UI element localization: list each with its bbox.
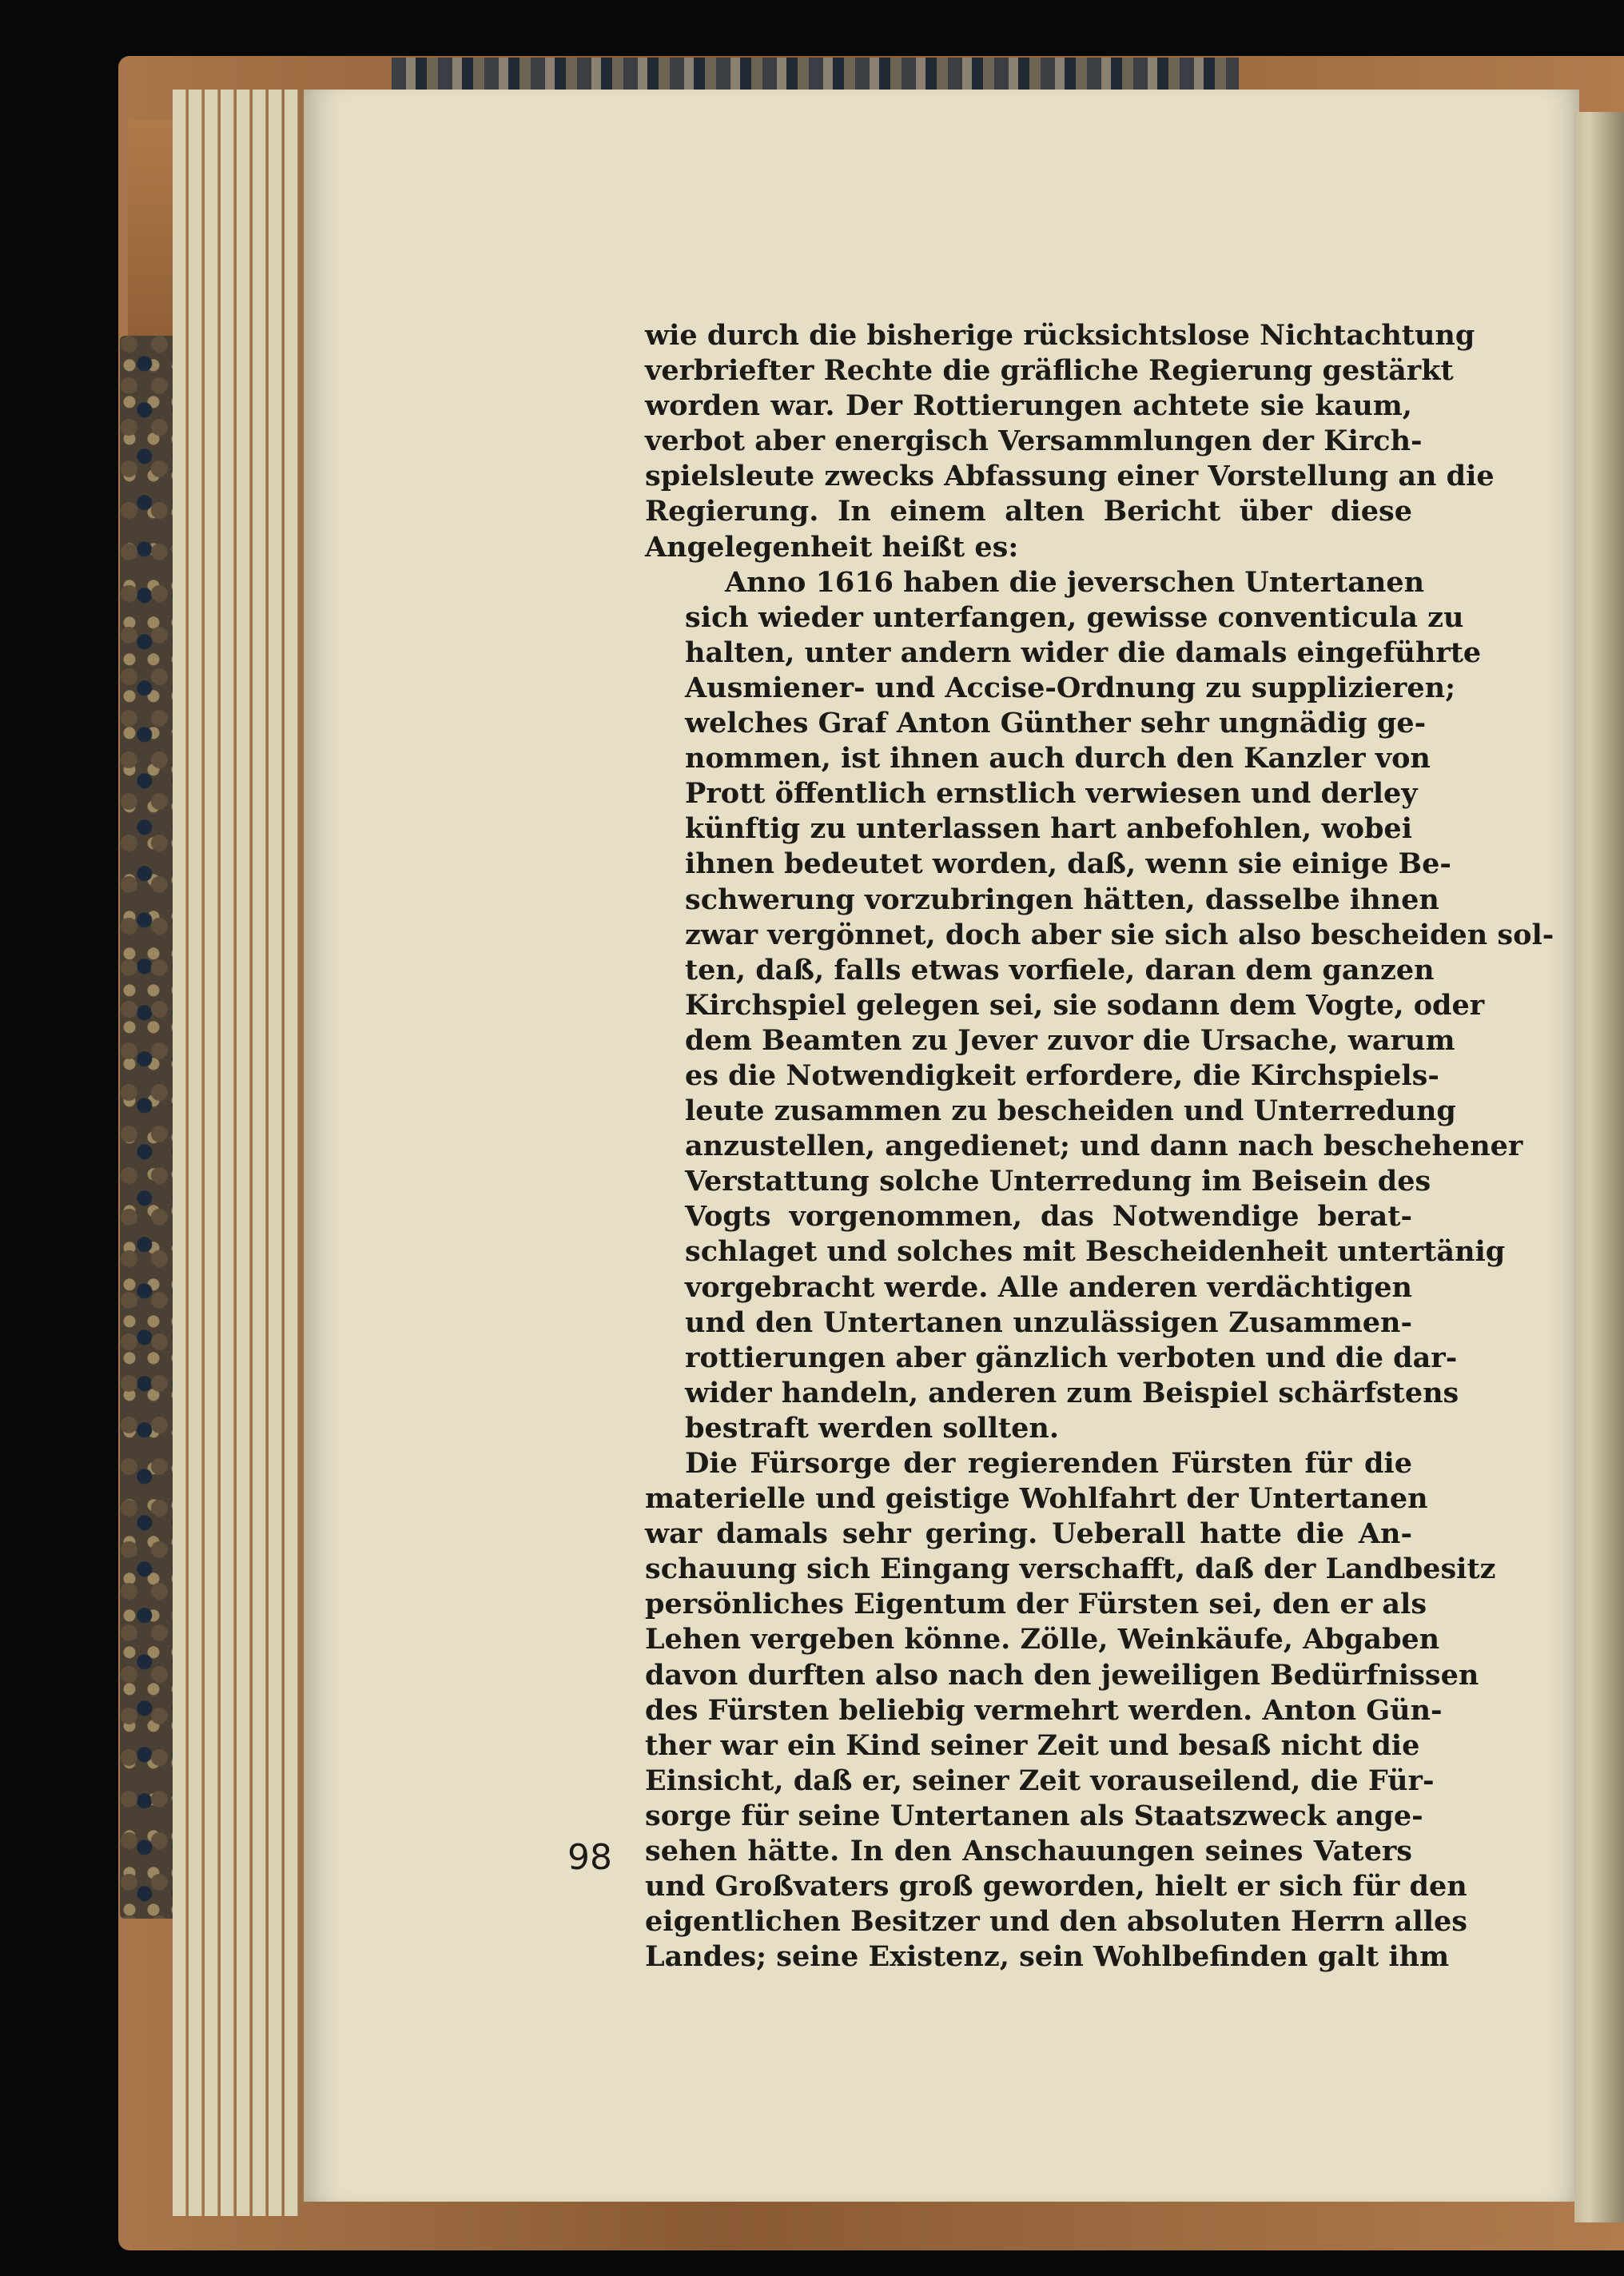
- page-edge: [173, 90, 186, 2216]
- text-line: ihnen bedeutet worden, daß, wenn sie einige Be-: [685, 847, 1451, 881]
- text-line: wie durch die bisherige rücksichtslose Nichtachtung: [645, 319, 1475, 352]
- text-line: vorgebracht werde. Alle anderen verdächtigen: [685, 1270, 1412, 1304]
- text-line: dem Beamten zu Jever zuvor die Ursache, warum: [685, 1023, 1455, 1057]
- text-line: anzustellen, angedienet; und dann nach beschehener: [685, 1130, 1523, 1163]
- cover-marbled-paper: [120, 336, 176, 1919]
- text-line: eigentlichen Besitzer und den absoluten Herrn alles: [645, 1905, 1467, 1939]
- text-line: Anno 1616 haben die jeverschen Untertanen: [725, 565, 1425, 599]
- text-line: es die Notwendigkeit erfordere, die Kirchspiels-: [685, 1058, 1439, 1092]
- cover-marbled-edge: [392, 58, 1239, 90]
- text-line: war damals sehr gering. Ueberall hatte die An-: [645, 1517, 1412, 1551]
- cover-leather-corner: [128, 120, 176, 352]
- page-edge: [189, 90, 202, 2216]
- text-line: Verstattung solche Unterredung im Beisein des: [685, 1165, 1431, 1198]
- text-line: nommen, ist ihnen auch durch den Kanzler von: [685, 742, 1431, 775]
- page-body-text: [645, 318, 1554, 1975]
- text-line: Regierung. In einem alten Bericht über diese: [645, 495, 1412, 528]
- text-line: Die Fürsorge der regierenden Fürsten für die: [685, 1447, 1412, 1480]
- text-line: sehen hätte. In den Anschauungen seines Vaters: [645, 1835, 1412, 1868]
- text-line: und Großvaters groß geworden, hielt er sich für den: [645, 1870, 1467, 1903]
- text-line: rottierungen aber gänzlich verboten und die dar-: [685, 1341, 1458, 1374]
- text-line: sorge für seine Untertanen als Staatszweck ange-: [645, 1799, 1423, 1832]
- text-line: Ausmiener- und Accise-Ordnung zu supplizieren;: [685, 671, 1456, 704]
- page-edge: [221, 90, 234, 2216]
- text-line: Kirchspiel gelegen sei, sie sodann dem Vogte, oder: [685, 988, 1485, 1022]
- text-line: worden war. Der Rottierungen achtete sie kaum,: [645, 389, 1412, 423]
- text-line: schwerung vorzubringen hätten, dasselbe ihnen: [685, 883, 1439, 916]
- text-line: des Fürsten beliebig vermehrt werden. Anton Gün-: [645, 1693, 1443, 1727]
- text-line: schauung sich Eingang verschafft, daß der Landbesitz: [645, 1553, 1496, 1586]
- page-edge: [285, 90, 298, 2216]
- text-line: sich wieder unterfangen, gewisse conventicula zu: [685, 600, 1464, 634]
- text-line: schlaget und solches mit Bescheidenheit untertänig: [685, 1235, 1506, 1269]
- text-line: ten, daß, falls etwas vorfiele, daran dem ganzen: [685, 953, 1435, 987]
- text-line: Lehen vergeben könne. Zölle, Weinkäufe, Abgaben: [645, 1623, 1440, 1656]
- text-line: davon durften also nach den jeweiligen Bedürfnissen: [645, 1658, 1479, 1692]
- text-line: persönliches Eigentum der Fürsten sei, den er als: [645, 1588, 1427, 1621]
- text-line: Prott öffentlich ernstlich verwiesen und derley: [685, 777, 1418, 811]
- text-line: und den Untertanen unzulässigen Zusammen-: [685, 1305, 1412, 1339]
- text-line: Einsicht, daß er, seiner Zeit vorauseilend, die Für-: [645, 1764, 1435, 1797]
- text-line: Vogts vorgenommen, das Notwendige berat-: [685, 1200, 1412, 1234]
- page-number: 98: [567, 1837, 612, 1878]
- text-line: wider handeln, anderen zum Beispiel schärfstens: [685, 1376, 1459, 1409]
- text-line: halten, unter andern wider die damals eingeführte: [685, 636, 1482, 669]
- page-edge: [269, 90, 282, 2216]
- text-line: zwar vergönnet, doch aber sie sich also bescheiden sol-: [685, 918, 1554, 951]
- text-line: künftig zu unterlassen hart anbefohlen, wobei: [685, 812, 1412, 846]
- text-line: materielle und geistige Wohlfahrt der Untertanen: [645, 1482, 1428, 1516]
- text-line: Landes; seine Existenz, sein Wohlbefinden galt ihm: [645, 1940, 1450, 1974]
- page-edge: [237, 90, 250, 2216]
- text-line: spielsleute zwecks Abfassung einer Vorstellung an die: [645, 460, 1495, 493]
- text-line: ther war ein Kind seiner Zeit und besaß nicht die: [645, 1728, 1420, 1762]
- page-edge: [205, 90, 218, 2216]
- text-line: Angelegenheit heißt es:: [645, 530, 1019, 564]
- text-line: leute zusammen zu bescheiden und Unterredung: [685, 1094, 1456, 1128]
- text-line: verbriefter Rechte die gräfliche Regierung gestärkt: [645, 354, 1454, 388]
- page-edge: [253, 90, 266, 2216]
- text-line: verbot aber energisch Versammlungen der Kirch-: [645, 425, 1423, 458]
- text-line: bestraft werden sollten.: [685, 1411, 1060, 1445]
- text-line: welches Graf Anton Günther sehr ungnädig ge-: [685, 707, 1427, 740]
- facing-page-edge: [1574, 112, 1624, 2222]
